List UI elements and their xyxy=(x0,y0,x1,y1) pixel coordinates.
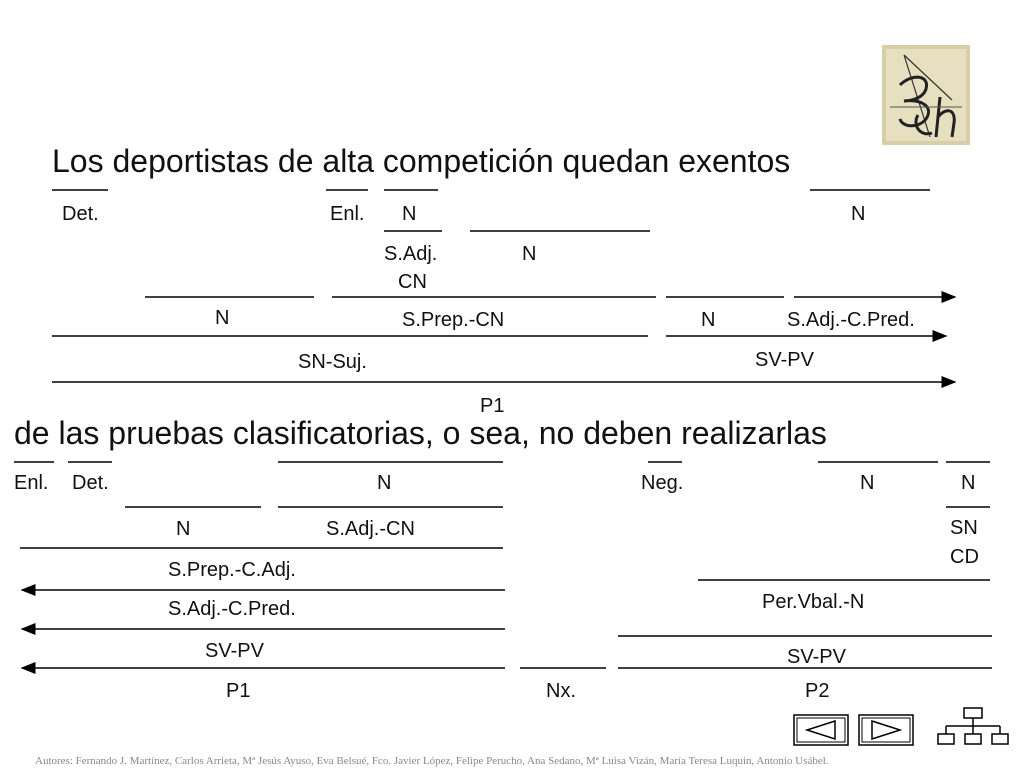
label2-sadj-cpred: S.Adj.-C.Pred. xyxy=(168,598,296,620)
label2-p1: P1 xyxy=(226,680,251,702)
label2-sv-pv-left: SV-PV xyxy=(205,640,264,662)
label2-neg: Neg. xyxy=(641,472,684,494)
label2-sprep-cadj: S.Prep.-C.Adj. xyxy=(168,559,296,581)
label2-nx: Nx. xyxy=(546,680,576,702)
label2-n-las: N xyxy=(961,472,976,494)
label2-sadj-cn: S.Adj.-CN xyxy=(326,518,415,540)
sentence-1: Los deportistas de alta competición quedan exentos xyxy=(52,143,791,179)
authors-footer: Autores: Fernando J. Martínez, Carlos Arrieta, Mª Jesús Ayuso, Eva Belsué, Fco. Javier López, Felipe Perucho, Ana Sedano, Mª Luisa Vizán, María Teresa Luquin, Antonio Usábel. xyxy=(35,755,829,767)
sitemap-icon xyxy=(938,708,1008,744)
label-p1: P1 xyxy=(480,395,505,417)
label-sadj-cpred: S.Adj.-C.Pred. xyxy=(787,309,915,331)
label-sadj: S.Adj. xyxy=(384,243,438,265)
label2-sn: SN xyxy=(950,517,978,539)
sitemap-button[interactable] xyxy=(936,706,1010,748)
label-n-exentos: N xyxy=(851,203,866,225)
label-n-competicion: N xyxy=(522,243,537,265)
label2-det: Det. xyxy=(72,472,109,494)
label2-sv-pv-right: SV-PV xyxy=(787,646,846,668)
label2-per-vbal: Per.Vbal.-N xyxy=(762,591,865,613)
previous-slide-button[interactable] xyxy=(793,714,849,746)
next-slide-button[interactable] xyxy=(858,714,914,746)
label2-n-realizar: N xyxy=(860,472,875,494)
label2-n-pruebas: N xyxy=(176,518,191,540)
label-enl: Enl. xyxy=(330,203,365,225)
label-n-alta: N xyxy=(402,203,417,225)
label-sv-pv: SV-PV xyxy=(755,349,814,371)
label-cn: CN xyxy=(398,271,427,293)
label2-n-clasificatorias: N xyxy=(377,472,392,494)
label2-enl: Enl. xyxy=(14,472,49,494)
label-sprep-cn: S.Prep.-CN xyxy=(402,309,505,331)
label2-cd: CD xyxy=(950,546,979,568)
label-n-quedan: N xyxy=(701,309,716,331)
label-n-deportistas: N xyxy=(215,307,230,329)
label-sn-suj: SN-Suj. xyxy=(298,351,367,373)
label-det: Det. xyxy=(62,203,99,225)
sentence-2: de las pruebas clasificatorias, o sea, no deben realizarlas xyxy=(14,415,827,451)
label2-p2: P2 xyxy=(805,680,830,702)
